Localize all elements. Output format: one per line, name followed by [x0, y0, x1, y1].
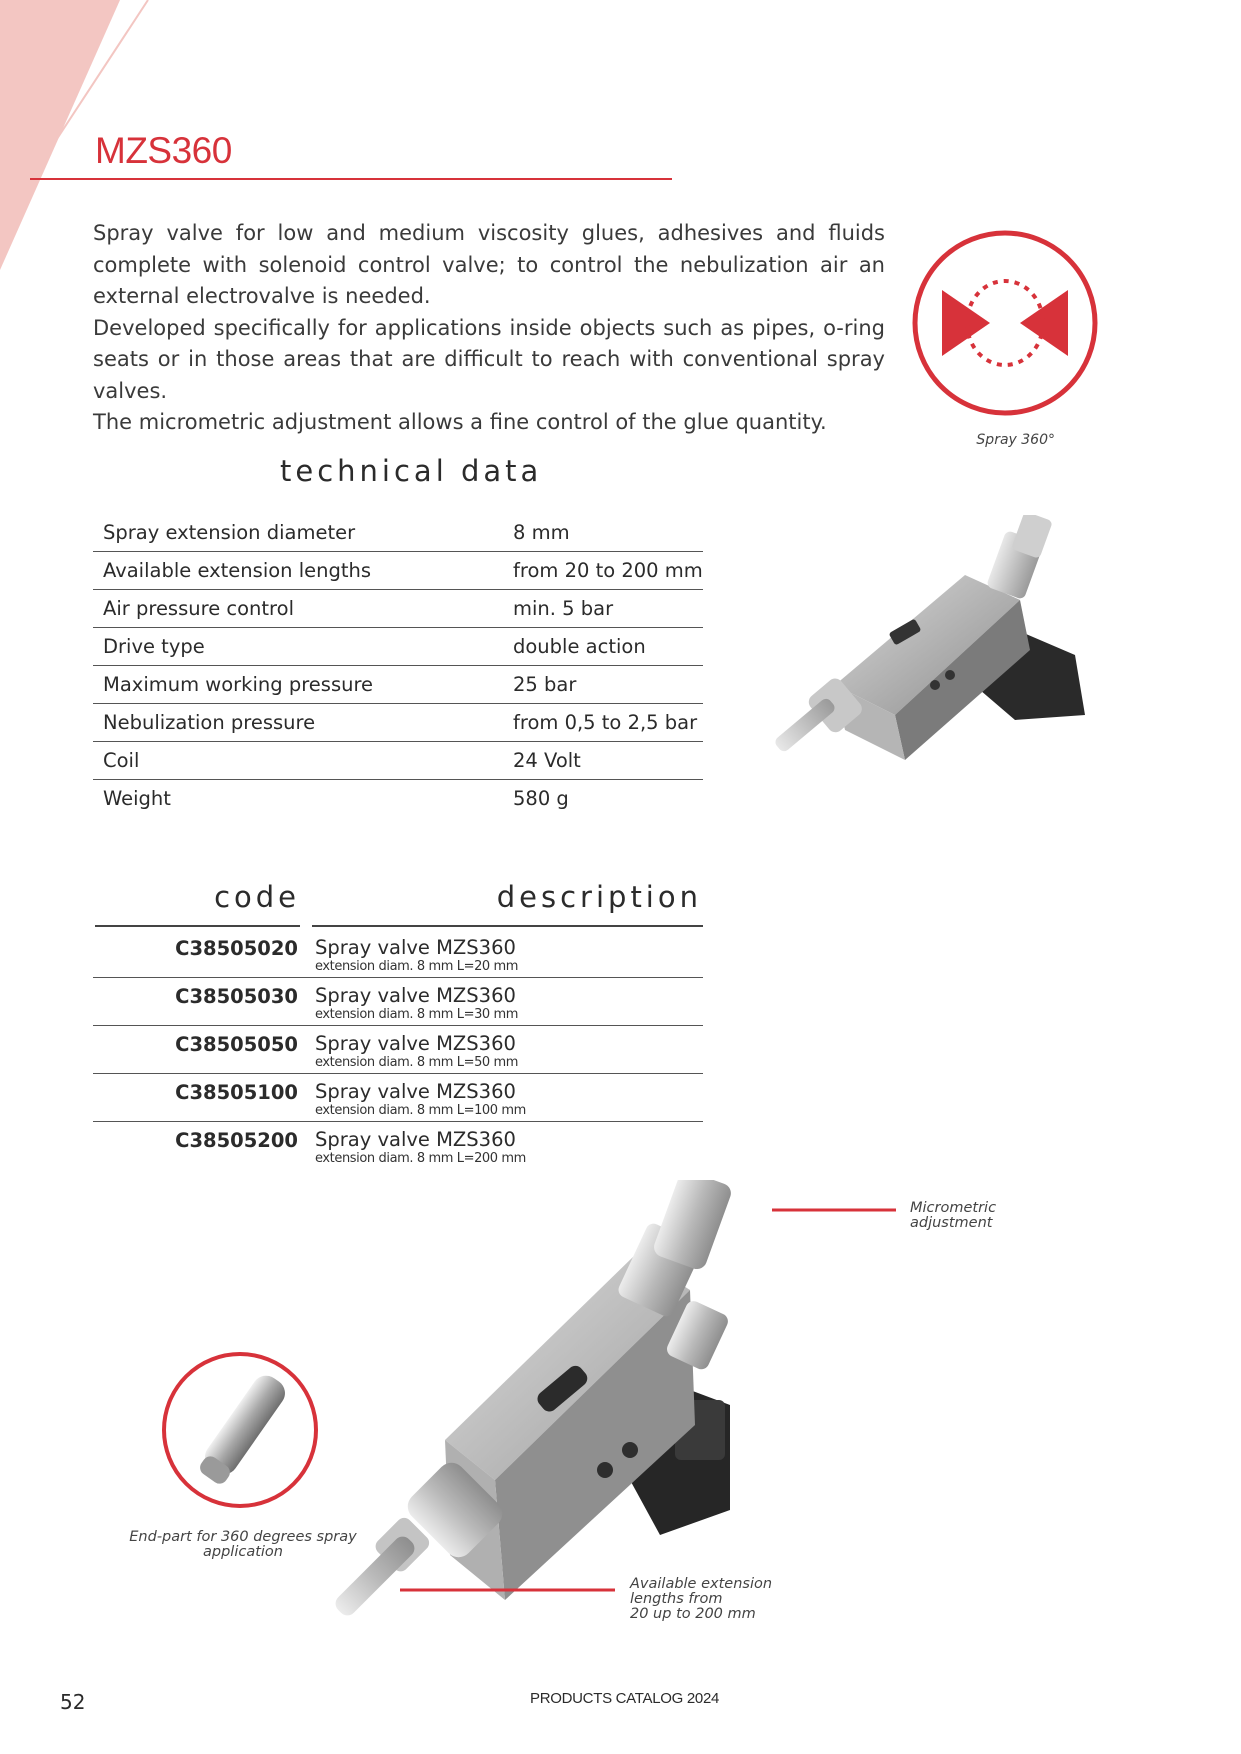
- spec-label: Spray extension diameter: [93, 514, 503, 552]
- spec-value: 580 g: [513, 787, 569, 810]
- product-detail: extension diam. 8 mm L=30 mm: [315, 1007, 519, 1022]
- callout-line: Available extension: [630, 1576, 773, 1592]
- technical-data-table: [93, 514, 703, 817]
- code-header-rule: [95, 925, 300, 927]
- product-code: C38505030: [175, 985, 298, 1008]
- end-part-callout: [128, 1530, 358, 1560]
- table-row: [93, 930, 703, 978]
- spec-value: min. 5 bar: [503, 590, 703, 628]
- extension-callout: [630, 1577, 772, 1622]
- spec-value: 25 bar: [503, 666, 703, 704]
- spec-label: Drive type: [93, 628, 503, 666]
- callout-line: adjustment: [910, 1215, 993, 1231]
- table-row: [93, 514, 703, 552]
- spray-360-icon: [910, 228, 1100, 418]
- callout-line: application: [203, 1544, 283, 1560]
- table-row: [93, 1074, 703, 1122]
- spec-value: double action: [503, 628, 703, 666]
- intro-paragraph-1: Spray valve for low and medium viscosity glues, adhesives and fluids complete with solenoid control valve; to control the nebulization air an external electrovalve is needed.: [93, 221, 885, 308]
- product-detail: extension diam. 8 mm L=20 mm: [315, 959, 519, 974]
- intro-text: [93, 218, 885, 439]
- product-name: Spray valve MZS360: [315, 1032, 516, 1055]
- table-row: [93, 666, 703, 704]
- spec-label: Available extension lengths: [93, 552, 503, 590]
- callout-line: End-part for 360 degrees spray: [129, 1529, 357, 1545]
- page-number: 52: [60, 1690, 86, 1714]
- product-name: Spray valve MZS360: [315, 936, 516, 959]
- intro-paragraph-3: The micrometric adjustment allows a fine control of the glue quantity.: [93, 410, 827, 434]
- product-detail: extension diam. 8 mm L=200 mm: [315, 1151, 526, 1166]
- table-row: [93, 742, 703, 780]
- table-row: [93, 1026, 703, 1074]
- product-code: C38505020: [175, 937, 298, 960]
- description-header-rule: [312, 925, 703, 927]
- technical-data-heading: technical data: [280, 454, 543, 488]
- callout-line: Micrometric: [910, 1200, 997, 1216]
- code-column-header: code: [214, 880, 300, 914]
- footer-text: PRODUCTS CATALOG 2024: [530, 1690, 720, 1707]
- spec-value: 8 mm: [503, 514, 703, 552]
- table-row: [93, 552, 703, 590]
- spec-label: Nebulization pressure: [93, 704, 503, 742]
- product-code: C38505050: [175, 1033, 298, 1056]
- product-name: Spray valve MZS360: [315, 1080, 516, 1103]
- callout-line: 20 up to 200 mm: [630, 1606, 756, 1622]
- product-code: C38505100: [175, 1081, 298, 1104]
- table-row: [93, 780, 703, 818]
- spray-360-caption: Spray 360°: [976, 432, 1055, 448]
- product-name: Spray valve MZS360: [315, 1128, 516, 1151]
- table-row: [93, 1122, 703, 1169]
- spec-label: Maximum working pressure: [93, 666, 503, 704]
- spec-label: Air pressure control: [93, 590, 503, 628]
- valve-photo-large: [330, 1180, 830, 1640]
- valve-photo-small: [755, 515, 1115, 785]
- product-detail: extension diam. 8 mm L=100 mm: [315, 1103, 526, 1118]
- product-detail: extension diam. 8 mm L=50 mm: [315, 1055, 519, 1070]
- spec-label: Coil: [93, 742, 503, 780]
- intro-paragraph-2: Developed specifically for applications inside objects such as pipes, o-ring seats or in those areas that are difficult to reach with conventional spray valves.: [93, 315, 885, 403]
- table-row: [93, 978, 703, 1026]
- table-row: [93, 628, 703, 666]
- spec-value: from 20 to 200 mm: [503, 552, 703, 590]
- product-name: Spray valve MZS360: [315, 984, 516, 1007]
- table-row: [93, 704, 703, 742]
- spec-label: Weight: [103, 787, 171, 810]
- code-list: [93, 930, 703, 1169]
- spec-value: 24 Volt: [503, 742, 703, 780]
- product-code: C38505200: [175, 1129, 298, 1152]
- micrometric-callout: [910, 1201, 996, 1231]
- title-underline: [30, 178, 672, 180]
- callout-line: lengths from: [630, 1591, 723, 1607]
- table-row: [93, 590, 703, 628]
- end-part-photo: [160, 1350, 320, 1510]
- spec-value: from 0,5 to 2,5 bar: [503, 704, 703, 742]
- description-column-header: description: [496, 880, 702, 914]
- page-title: MZS360: [95, 130, 232, 171]
